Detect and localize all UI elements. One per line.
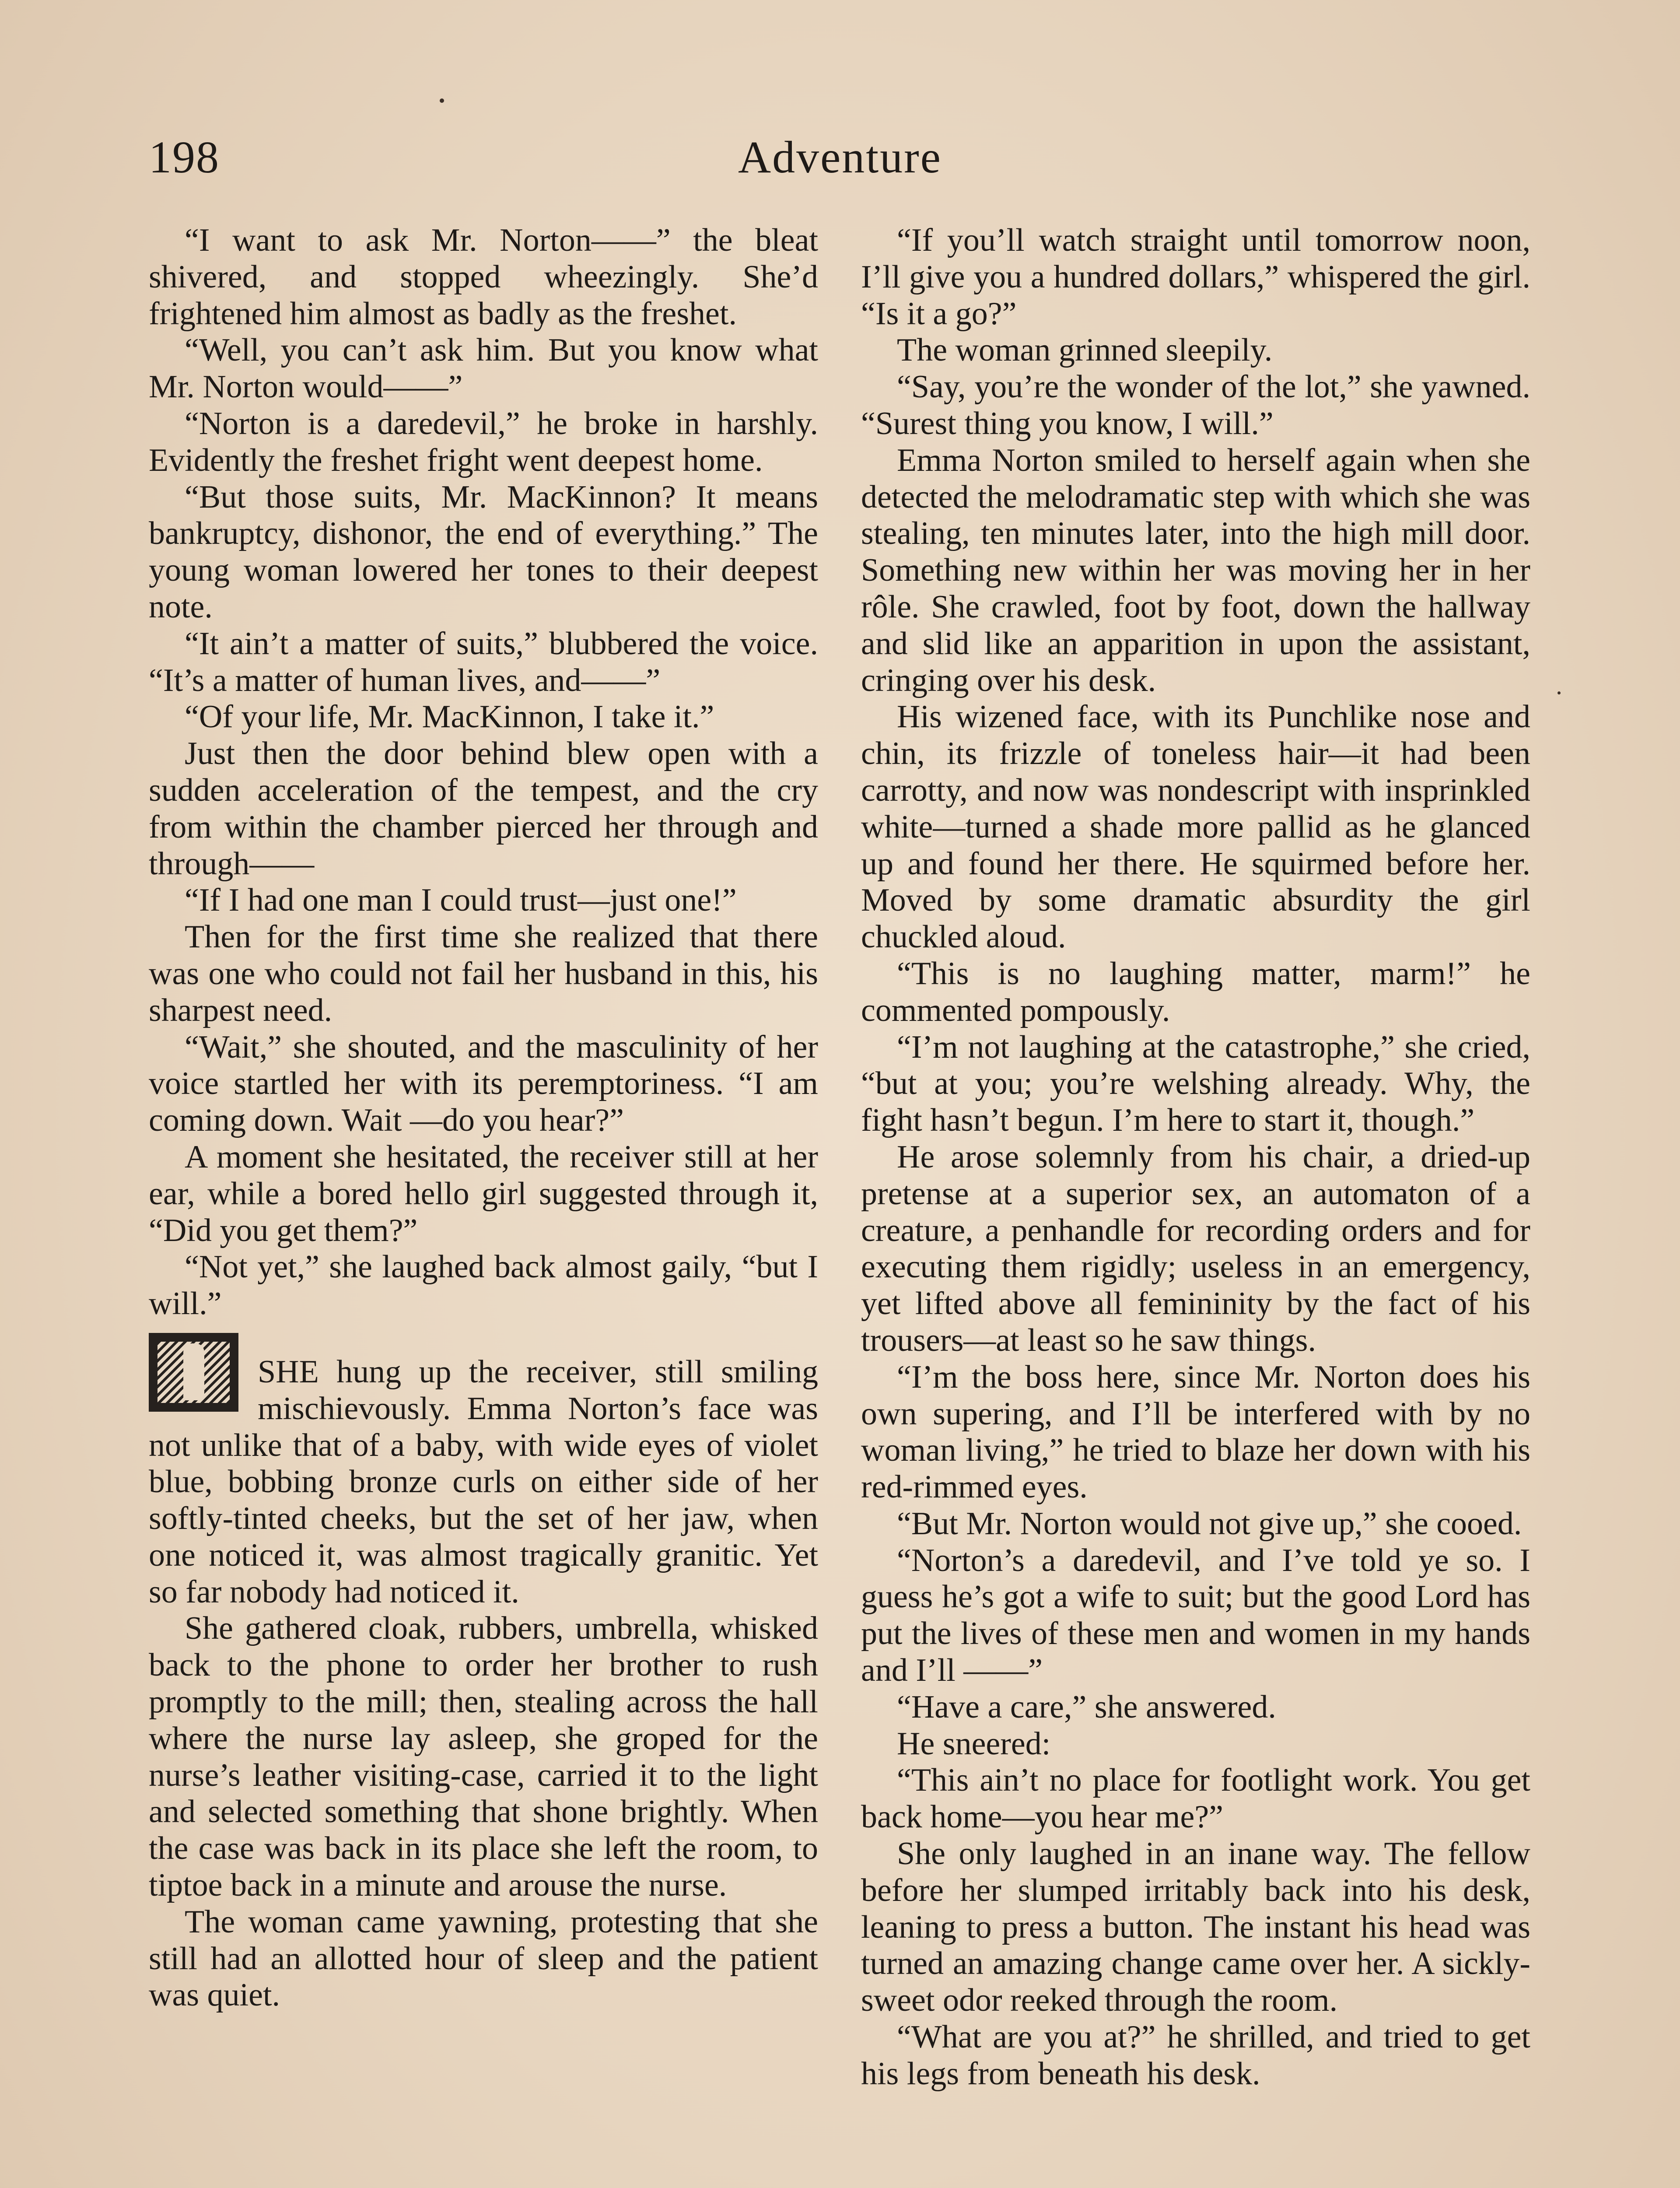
paragraph: She gathered cloak, rubbers, umbrella, whisked back to the phone to order her brother to rush promptly to the mill; then, stealing across the hall where the nurse lay asleep, she groped for the nurse’s leather visiting-case, carried it to the light and selected something that shone brightly. When the case was back in its place she left the room, to tiptoe back in a minute and arouse the nurse. bbox=[149, 1610, 818, 1904]
paragraph: “Not yet,” she laughed back almost gaily, “but I will.” bbox=[149, 1249, 818, 1322]
paragraph: A moment she hesitated, the receiver still at her ear, while a bored hello girl suggested through it, “Did you get them?” bbox=[149, 1139, 818, 1248]
paragraph: “Say, you’re the wonder of the lot,” she yawned. “Surest thing you know, I will.” bbox=[861, 369, 1530, 442]
paragraph: “What are you at?” he shrilled, and tried to get his legs from beneath his desk. bbox=[861, 2019, 1530, 2092]
paragraph: His wizened face, with its Punchlike nose and chin, its frizzle of toneless hair—it had been carrotty, and now was nondescript with insprinkled white—turned a shade more pallid as he glanced up and found her there. He squirmed before her. Moved by some dramatic absurdity the girl chuckled aloud. bbox=[861, 699, 1530, 955]
paragraph: “Wait,” she shouted, and the masculinity of her voice startled her with its peremptoriness. “I am coming down. Wait —do you hear?” bbox=[149, 1029, 818, 1139]
paragraph: He arose solemnly from his chair, a dried-up pretense at a superior sex, an automaton of a creature, a penhandle for recording orders and for executing them rigidly; useless in an emergency, yet lifted above all femininity by the fact of his trousers—at least so he saw things. bbox=[861, 1139, 1530, 1358]
paragraph: “This is no laughing matter, marm!” he commented pompously. bbox=[861, 955, 1530, 1028]
paragraph: Emma Norton smiled to herself again when she detected the melodramatic step with which she was stealing, ten minutes later, into the high mill door. Something new within her was moving her in her rôle. She crawled, foot by foot, down the hallway and slid like an apparition in upon the assistant, cringing over his desk. bbox=[861, 442, 1530, 698]
paragraph: He sneered: bbox=[897, 1725, 1051, 1762]
ornamental-initial-icon bbox=[149, 1333, 238, 1412]
paragraph: “If you’ll watch straight until tomorrow noon, I’ll give you a hundred dollars,” whispered the girl. “Is it a go?” bbox=[861, 222, 1530, 332]
paragraph: “Of your life, Mr. MacKinnon, I take it.” bbox=[185, 699, 714, 735]
paragraph: Just then the door behind blew open with a sudden acceleration of the tempest, and the cry from within the chamber pierced her through and through—— bbox=[149, 736, 818, 882]
left-column bbox=[149, 222, 818, 2014]
running-head: Adventure bbox=[738, 132, 942, 182]
paper-speck bbox=[1558, 691, 1561, 694]
page-header bbox=[149, 125, 1531, 190]
paragraph: “Norton’s a daredevil, and I’ve told ye so. I guess he’s got a wife to suit; but the good Lord has put the lives of these men and women in my hands and I’ll ——” bbox=[861, 1542, 1530, 1689]
paragraph: “I’m the boss here, since Mr. Norton does his own supering, and I’ll be interfered with by no woman living,” he tried to blaze her down with his red-rimmed eyes. bbox=[861, 1359, 1530, 1505]
paper-speck bbox=[440, 98, 444, 103]
paragraph: “This ain’t no place for footlight work. You get back home—you hear me?” bbox=[861, 1762, 1530, 1835]
paragraph: Then for the first time she realized that there was one who could not fail her husband in this, his sharpest need. bbox=[149, 919, 818, 1028]
paragraph: She only laughed in an inane way. The fellow before her slumped irritably back into his desk, leaning to press a button. The instant his head was turned an amazing change came over her. A sickly-sweet odor reeked through the room. bbox=[861, 1836, 1530, 2019]
paragraph: “It ain’t a matter of suits,” blubbered the voice. “It’s a matter of human lives, and——” bbox=[149, 625, 818, 698]
paragraph: “But Mr. Norton would not give up,” she cooed. bbox=[897, 1505, 1522, 1542]
paragraph: “Norton is a daredevil,” he broke in harshly. Evidently the freshet fright went deepest home. bbox=[149, 405, 818, 478]
section-opening-paragraph: SHE hung up the receiver, still smiling mischievously. Emma Norton’s face was not unlike that of a baby, with wide eyes of violet blue, bobbing bronze curls on either side of her softly-tinted cheeks, but the set of her jaw, when one noticed it, was almost tragically granitic. Yet so far nobody had noticed it. bbox=[149, 1353, 818, 1610]
paragraph: “Have a care,” she answered. bbox=[897, 1689, 1276, 1725]
right-column bbox=[861, 222, 1530, 2093]
paragraph: The woman grinned sleepily. bbox=[897, 332, 1273, 368]
paragraph: “I want to ask Mr. Norton——” the bleat shivered, and stopped wheezingly. She’d frightened him almost as badly as the freshet. bbox=[149, 222, 818, 332]
paragraph: “Well, you can’t ask him. But you know what Mr. Norton would——” bbox=[149, 332, 818, 405]
paragraph: “If I had one man I could trust—just one!” bbox=[185, 882, 737, 919]
paragraph: “I’m not laughing at the catastrophe,” she cried, “but at you; you’re welshing already. Why, the fight hasn’t begun. I’m here to start it, though.” bbox=[861, 1029, 1530, 1139]
paragraph: The woman came yawning, protesting that she still had an allotted hour of sleep and the patient was quiet. bbox=[149, 1904, 818, 2013]
paragraph: “But those suits, Mr. MacKinnon? It means bankruptcy, dishonor, the end of everything.” The young woman lowered her tones to their deepest note. bbox=[149, 479, 818, 625]
page-number: 198 bbox=[149, 132, 220, 182]
